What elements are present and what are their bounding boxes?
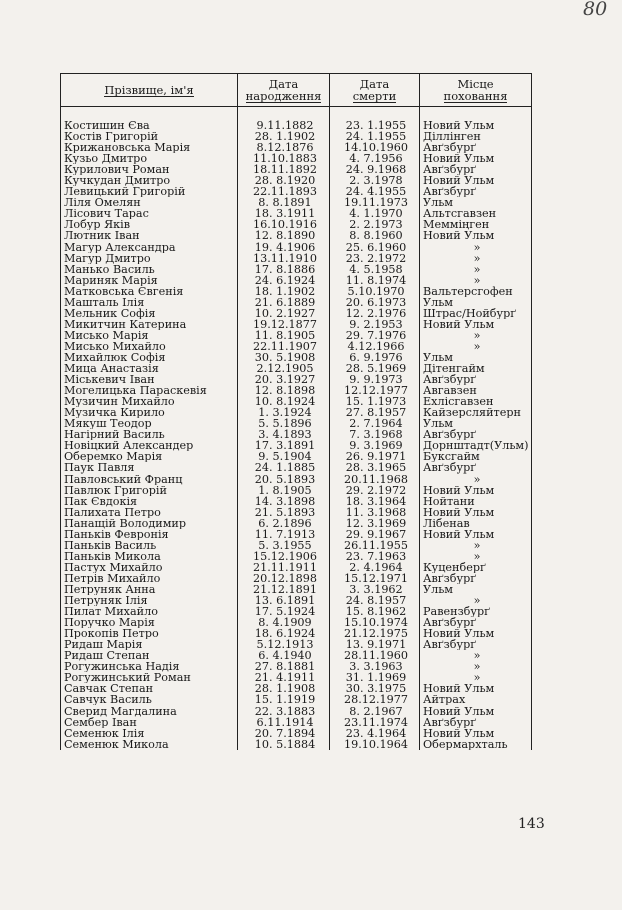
cell-name: Павлюк Григорій [61,485,238,496]
cell-burial-place: Штрас/Нойбурґ [420,308,532,319]
cell-name: Панащій Володимир [61,518,238,529]
cell-birth-date: 13.11.1910 [238,253,330,264]
cell-burial-place: Авґзбурґ [420,717,532,728]
table-row [61,661,532,672]
cell-birth-date: 18. 6.1924 [238,628,330,639]
cell-death-date: 29. 9.1967 [330,529,420,540]
cell-burial-place: Авґзбурґ [420,186,532,197]
cell-death-date: 26. 9.1971 [330,451,420,462]
table-row [61,672,532,683]
cell-name: Оберемко Марія [61,451,238,462]
table-row [61,474,532,485]
cell-birth-date: 6. 4.1940 [238,650,330,661]
cell-name: Петрів Михайло [61,573,238,584]
cell-death-date: 25. 6.1960 [330,242,420,253]
cell-name: Левицький Григорій [61,186,238,197]
cell-death-date: 6. 9.1976 [330,352,420,363]
cell-death-date: 4. 7.1956 [330,153,420,164]
cell-name: Семенюк Ілія [61,728,238,739]
cell-burial-place: » [420,330,532,341]
cell-death-date: 28. 3.1965 [330,462,420,473]
table-row [61,352,532,363]
cell-name: Новіцкий Александер [61,440,238,451]
cell-name: Пак Євдокія [61,496,238,507]
table-row [61,551,532,562]
cell-death-date: 23. 4.1964 [330,728,420,739]
table-row [61,485,532,496]
cell-burial-place: Авґзбурґ [420,462,532,473]
cell-death-date: 2. 2.1973 [330,219,420,230]
cell-birth-date: 28. 1.1902 [238,131,330,142]
cell-death-date: 2. 3.1978 [330,175,420,186]
cell-burial-place: » [420,540,532,551]
table-row [61,131,532,142]
table-row [61,253,532,264]
cell-birth-date: 21. 4.1911 [238,672,330,683]
cell-burial-place: Діллінген [420,131,532,142]
cell-death-date: 9. 9.1973 [330,374,420,385]
cell-death-date: 2. 7.1964 [330,418,420,429]
cell-death-date: 4. 1.1970 [330,208,420,219]
table-row [61,330,532,341]
cell-name: Сверид Магдалина [61,705,238,716]
cell-name: Мякуш Теодор [61,418,238,429]
cell-name: Манько Василь [61,264,238,275]
burial-register-table [60,73,532,750]
cell-burial-place: Кайзерсляйтерн [420,407,532,418]
cell-burial-place: Вальтерсгофен [420,286,532,297]
cell-name: Савчук Василь [61,694,238,705]
table-row [61,639,532,650]
table-row [61,308,532,319]
cell-burial-place: Новий Ульм [420,507,532,518]
cell-death-date: 28. 5.1969 [330,363,420,374]
corner-page-mark: 80 [583,0,608,20]
header-birth-date: Дата народження [238,74,330,107]
header-death-date: Дата смерти [330,74,420,107]
cell-death-date: 2. 4.1964 [330,562,420,573]
cell-birth-date: 15. 1.1919 [238,694,330,705]
cell-birth-date: 18. 3.1911 [238,208,330,219]
cell-death-date: 3. 3.1963 [330,661,420,672]
cell-burial-place: Авґзбурґ [420,617,532,628]
cell-birth-date: 28. 1.1908 [238,683,330,694]
cell-burial-place: Нойтани [420,496,532,507]
cell-name: Петруняк Анна [61,584,238,595]
table-row [61,562,532,573]
cell-burial-place: Обермархталь [420,739,532,750]
cell-death-date: 3. 3.1962 [330,584,420,595]
cell-name: Ридаш Степан [61,650,238,661]
cell-birth-date: 21.11.1911 [238,562,330,573]
cell-birth-date: 13. 6.1891 [238,595,330,606]
cell-burial-place: » [420,551,532,562]
cell-death-date: 24. 9.1968 [330,164,420,175]
table-row [61,518,532,529]
cell-name: Ліля Омелян [61,197,238,208]
cell-birth-date: 20.12.1898 [238,573,330,584]
cell-death-date: 15. 1.1973 [330,396,420,407]
cell-burial-place: Новий Ульм [420,705,532,716]
cell-death-date: 9. 3.1969 [330,440,420,451]
cell-birth-date: 22.11.1907 [238,341,330,352]
cell-name: Мисько Михайло [61,341,238,352]
cell-burial-place: Альтсгавзен [420,208,532,219]
cell-burial-place: Авґзбурґ [420,639,532,650]
cell-name: Сембер Іван [61,717,238,728]
cell-birth-date: 6.11.1914 [238,717,330,728]
cell-burial-place: » [420,661,532,672]
cell-burial-place: Новий Ульм [420,319,532,330]
cell-name: Пилат Михайло [61,606,238,617]
table-row [61,385,532,396]
cell-burial-place: Новий Ульм [420,683,532,694]
cell-name: Костів Григорій [61,131,238,142]
cell-death-date: 7. 3.1968 [330,429,420,440]
cell-birth-date: 5. 5.1896 [238,418,330,429]
cell-birth-date: 5.12.1913 [238,639,330,650]
table-row [61,440,532,451]
cell-name: Лютник Іван [61,230,238,241]
table-row [61,451,532,462]
table-row [61,396,532,407]
cell-birth-date: 3. 4.1893 [238,429,330,440]
cell-birth-date: 24. 6.1924 [238,275,330,286]
table-row [61,175,532,186]
cell-birth-date: 2.12.1905 [238,363,330,374]
cell-death-date: 29. 7.1976 [330,330,420,341]
cell-death-date: 30. 3.1975 [330,683,420,694]
table-row [61,186,532,197]
cell-death-date: 4. 5.1958 [330,264,420,275]
cell-birth-date: 20. 5.1893 [238,474,330,485]
table-row [61,319,532,330]
cell-burial-place: Ульм [420,197,532,208]
cell-burial-place: » [420,242,532,253]
table-row [61,297,532,308]
cell-birth-date: 8. 8.1891 [238,197,330,208]
table-row [61,341,532,352]
cell-burial-place: Новий Ульм [420,485,532,496]
cell-burial-place: » [420,650,532,661]
cell-burial-place: Ехлісгавзен [420,396,532,407]
table-row [61,164,532,175]
cell-death-date: 24. 8.1957 [330,595,420,606]
cell-birth-date: 18.11.1892 [238,164,330,175]
cell-burial-place: Ульм [420,418,532,429]
table-row [61,507,532,518]
cell-name: Семенюк Микола [61,739,238,750]
cell-burial-place: Ульм [420,352,532,363]
cell-burial-place: Авгавзен [420,385,532,396]
cell-birth-date: 19. 4.1906 [238,242,330,253]
cell-birth-date: 14. 3.1898 [238,496,330,507]
cell-birth-date: 5. 3.1955 [238,540,330,551]
cell-name: Михайлюк Софія [61,352,238,363]
cell-death-date: 12. 2.1976 [330,308,420,319]
cell-death-date: 19.11.1973 [330,197,420,208]
cell-name: Мельник Софія [61,308,238,319]
cell-birth-date: 10. 8.1924 [238,396,330,407]
cell-name: Палихата Петро [61,507,238,518]
table-row [61,462,532,473]
cell-name: Музичка Кирило [61,407,238,418]
cell-birth-date: 9.11.1882 [238,107,330,132]
cell-death-date: 15.12.1971 [330,573,420,584]
cell-name: Ридаш Марія [61,639,238,650]
table-row [61,573,532,584]
cell-burial-place: Айтрах [420,694,532,705]
cell-burial-place: » [420,253,532,264]
table-row [61,496,532,507]
cell-birth-date: 9. 5.1904 [238,451,330,462]
cell-name: Лісович Тарас [61,208,238,219]
cell-name: Курилович Роман [61,164,238,175]
cell-birth-date: 1. 8.1905 [238,485,330,496]
cell-death-date: 8. 2.1967 [330,705,420,716]
cell-burial-place: Новий Ульм [420,628,532,639]
cell-burial-place: Ульм [420,297,532,308]
cell-death-date: 9. 2.1953 [330,319,420,330]
cell-name: Могелицька Параскевія [61,385,238,396]
cell-burial-place: » [420,275,532,286]
cell-death-date: 11. 3.1968 [330,507,420,518]
cell-name: Магур Александра [61,242,238,253]
cell-burial-place: Авґзбурґ [420,142,532,153]
cell-name: Магур Дмитро [61,253,238,264]
cell-name: Мариняк Марія [61,275,238,286]
table-row [61,286,532,297]
table-row [61,264,532,275]
cell-name: Машталь Ілія [61,297,238,308]
table-row [61,418,532,429]
header-burial-place: Місце поховання [420,74,532,107]
cell-burial-place: Авґзбурґ [420,429,532,440]
table-row [61,529,532,540]
cell-death-date: 20.11.1968 [330,474,420,485]
cell-death-date: 18. 3.1964 [330,496,420,507]
cell-burial-place: Равензбурґ [420,606,532,617]
table-row [61,429,532,440]
cell-death-date: 5.10.1970 [330,286,420,297]
cell-name: Кучкудан Дмитро [61,175,238,186]
cell-death-date: 23. 2.1972 [330,253,420,264]
table-row [61,739,532,750]
cell-name: Рогужинський Роман [61,672,238,683]
cell-burial-place: Буксгайм [420,451,532,462]
cell-name: Матковська Євгенія [61,286,238,297]
cell-death-date: 29. 2.1972 [330,485,420,496]
table-row [61,230,532,241]
cell-burial-place: Дорнштадт(Ульм) [420,440,532,451]
cell-birth-date: 6. 2.1896 [238,518,330,529]
table-row [61,208,532,219]
cell-birth-date: 1. 3.1924 [238,407,330,418]
cell-name: Пастух Михайло [61,562,238,573]
cell-birth-date: 15.12.1906 [238,551,330,562]
cell-birth-date: 10. 2.1927 [238,308,330,319]
table-row [61,374,532,385]
table-row [61,153,532,164]
cell-name: Кузьо Дмитро [61,153,238,164]
cell-death-date: 24. 1.1955 [330,131,420,142]
cell-birth-date: 28. 8.1920 [238,175,330,186]
page-number: 143 [518,816,545,832]
cell-name: Паук Павля [61,462,238,473]
cell-death-date: 13. 9.1971 [330,639,420,650]
table-row [61,728,532,739]
cell-birth-date: 11.10.1883 [238,153,330,164]
cell-name: Крижановська Марія [61,142,238,153]
cell-birth-date: 8. 4.1909 [238,617,330,628]
table-row [61,595,532,606]
cell-birth-date: 22. 3.1883 [238,705,330,716]
cell-death-date: 23. 7.1963 [330,551,420,562]
cell-name: Прокопів Петро [61,628,238,639]
cell-birth-date: 12. 8.1890 [238,230,330,241]
cell-name: Савчак Степан [61,683,238,694]
cell-death-date: 8. 8.1960 [330,230,420,241]
cell-death-date: 20. 6.1973 [330,297,420,308]
cell-death-date: 4.12.1966 [330,341,420,352]
table-row [61,694,532,705]
cell-birth-date: 20. 7.1894 [238,728,330,739]
cell-name: Паньків Февронія [61,529,238,540]
cell-name: Міськевич Іван [61,374,238,385]
cell-name: Микитчин Катерина [61,319,238,330]
cell-birth-date: 27. 8.1881 [238,661,330,672]
cell-birth-date: 21.12.1891 [238,584,330,595]
cell-burial-place: Ульм [420,584,532,595]
cell-birth-date: 10. 5.1884 [238,739,330,750]
cell-death-date: 15. 8.1962 [330,606,420,617]
cell-burial-place: Авґзбурґ [420,374,532,385]
cell-burial-place: Новий Ульм [420,175,532,186]
table-row [61,107,532,132]
cell-death-date: 24. 4.1955 [330,186,420,197]
cell-name: Мисько Марія [61,330,238,341]
cell-death-date: 28.12.1977 [330,694,420,705]
cell-birth-date: 17. 5.1924 [238,606,330,617]
cell-burial-place: Авґзбурґ [420,573,532,584]
cell-burial-place: Новий Ульм [420,529,532,540]
header-name: Прізвище, ім'я [61,74,238,107]
table-row [61,617,532,628]
cell-birth-date: 17. 3.1891 [238,440,330,451]
cell-burial-place: » [420,264,532,275]
cell-birth-date: 11. 7.1913 [238,529,330,540]
cell-burial-place: Новий Ульм [420,728,532,739]
cell-name: Поручко Марія [61,617,238,628]
cell-burial-place: Мемміңген [420,219,532,230]
cell-birth-date: 21. 5.1893 [238,507,330,518]
cell-burial-place: » [420,672,532,683]
cell-burial-place: Куценберґ [420,562,532,573]
cell-birth-date: 8.12.1876 [238,142,330,153]
cell-name: Петруняк Ілія [61,595,238,606]
table-row [61,717,532,728]
table-row [61,219,532,230]
cell-birth-date: 11. 8.1905 [238,330,330,341]
cell-name: Паньків Василь [61,540,238,551]
cell-burial-place: Новий Ульм [420,230,532,241]
table-row [61,242,532,253]
cell-death-date: 31. 1.1969 [330,672,420,683]
cell-burial-place: » [420,341,532,352]
cell-death-date: 15.10.1974 [330,617,420,628]
cell-burial-place: Дітенгайм [420,363,532,374]
cell-name: Павловський Франц [61,474,238,485]
table-row [61,142,532,153]
table-row [61,584,532,595]
table-header [61,74,532,107]
table-row [61,628,532,639]
cell-death-date: 28.11.1960 [330,650,420,661]
cell-birth-date: 19.12.1877 [238,319,330,330]
cell-birth-date: 22.11.1893 [238,186,330,197]
cell-name: Рогужинська Надія [61,661,238,672]
table-row [61,363,532,374]
table-row [61,650,532,661]
table-row [61,540,532,551]
cell-name: Нагірний Василь [61,429,238,440]
cell-name: Костишин Єва [61,107,238,132]
table-row [61,606,532,617]
cell-death-date: 12. 3.1969 [330,518,420,529]
cell-birth-date: 16.10.1916 [238,219,330,230]
cell-birth-date: 12. 8.1898 [238,385,330,396]
cell-name: Музичин Михайло [61,396,238,407]
cell-death-date: 23.11.1974 [330,717,420,728]
cell-death-date: 26.11.1955 [330,540,420,551]
cell-death-date: 21.12.1975 [330,628,420,639]
cell-name: Лобур Яків [61,219,238,230]
cell-birth-date: 24. 1.1885 [238,462,330,473]
cell-burial-place: Авґзбурґ [420,164,532,175]
cell-death-date: 27. 8.1957 [330,407,420,418]
table-row [61,275,532,286]
cell-burial-place: Лібенав [420,518,532,529]
table-row [61,705,532,716]
cell-birth-date: 30. 5.1908 [238,352,330,363]
cell-name: Паньків Микола [61,551,238,562]
cell-burial-place: Новий Ульм [420,107,532,132]
cell-birth-date: 17. 8.1886 [238,264,330,275]
cell-name: Мица Анастазія [61,363,238,374]
cell-death-date: 12.12.1977 [330,385,420,396]
cell-death-date: 11. 8.1974 [330,275,420,286]
cell-burial-place: Новий Ульм [420,153,532,164]
cell-death-date: 14.10.1960 [330,142,420,153]
cell-birth-date: 21. 6.1889 [238,297,330,308]
cell-death-date: 19.10.1964 [330,739,420,750]
table-row [61,197,532,208]
cell-burial-place: » [420,595,532,606]
cell-burial-place: » [420,474,532,485]
table-row [61,407,532,418]
cell-birth-date: 18. 1.1902 [238,286,330,297]
cell-birth-date: 20. 3.1927 [238,374,330,385]
cell-death-date: 23. 1.1955 [330,107,420,132]
table-body [61,107,532,750]
table-row [61,683,532,694]
